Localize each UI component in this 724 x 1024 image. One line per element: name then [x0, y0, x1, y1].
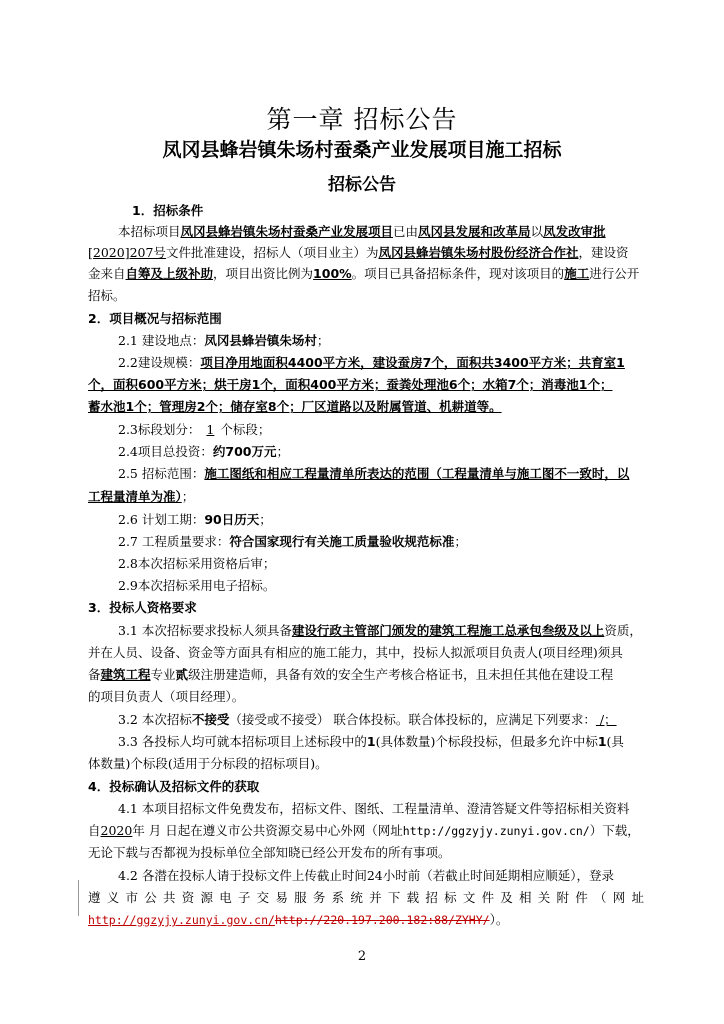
value: 施工图纸和相应工程量清单所表达的范围（工程量清单与施工图不一致时，以	[204, 466, 630, 481]
construction-scale	[118, 353, 640, 371]
qualification-review: 2.8本次招标采用资格后审；	[118, 556, 276, 571]
text: ；	[181, 489, 195, 504]
construction-site	[118, 331, 329, 349]
section-1-line-3	[88, 264, 639, 282]
tender-scope	[118, 464, 629, 482]
value: 符合国家现行有关施工质量验收规范标准	[229, 534, 455, 549]
qualification-3-1	[118, 621, 642, 639]
website-link[interactable]: http://ggzyjy.zunyi.gov.cn/	[88, 913, 275, 927]
text: 专业	[150, 667, 176, 682]
change-bar	[78, 880, 79, 916]
value: 项目净用地面积4400平方米，建设蚕房7个，面积共3400平方米；共育室1	[200, 355, 625, 370]
label: 2.1 建设地点：	[118, 333, 205, 348]
website-link[interactable]: http://ggzyjy.zunyi.gov.cn/	[402, 824, 590, 838]
text: 年 月 日起在遵义市公共资源交易中心外网（网址	[132, 823, 403, 838]
text: 备	[88, 667, 101, 682]
text: 遵 义 市 公 共 资 源 电 子 交 易 服 务 系 统 并 下 载 招 标 文 件 及 相 关 附 件 （ 网 址	[88, 890, 644, 905]
joint-bid-value: 不接受	[191, 712, 230, 727]
download-instruction: 4.2 各潜在投标人请于投标文件上传截止时间24小时前（若截止时间延期相应顺延），登录	[118, 868, 615, 883]
download-links	[88, 910, 508, 928]
text: （接受或不接受） 联合体投标。联合体投标的，应满足下列要求：	[229, 712, 596, 727]
text: ，项目出资比例为	[213, 266, 314, 281]
qualification-3-1-cont: 的项目负责人（项目经理）。	[88, 689, 245, 704]
label: 2.6 计划工期：	[118, 512, 205, 527]
text: 3.2 本次招标	[118, 712, 192, 727]
section-1-line-2	[88, 243, 628, 261]
specialty: 建筑工程	[100, 667, 151, 682]
text: ）。	[489, 912, 509, 927]
text: ，建设资	[578, 245, 629, 260]
doc-release-cont	[88, 821, 640, 839]
doc-release-cont: 无论下载与否都视为投标单位全部知晓已经公开发布的所有事项。	[88, 845, 451, 860]
year: 2020	[100, 823, 133, 838]
total-investment	[118, 442, 289, 460]
approval-number: [2020]207号	[88, 245, 166, 260]
label: 2.4项目总投资：	[118, 444, 213, 459]
tender-scope-cont	[88, 487, 194, 505]
text: 自	[88, 823, 101, 838]
doc-release: 4.1 本项目招标文件免费发布，招标文件、图纸、工程量清单、澄清答疑文件等招标相关资料	[118, 801, 630, 816]
value: 1	[206, 422, 215, 437]
qualification-level: 建设行政主管部门颁发的建筑工程施工总承包叁级及以上	[291, 623, 605, 638]
joint-bid	[118, 710, 617, 728]
label: 2.5 招标范围：	[118, 466, 205, 481]
label: 2.7 工程质量要求：	[118, 534, 230, 549]
text: ；	[259, 512, 272, 527]
text: (具体数量)个标段投标，但最多允许中标	[375, 734, 598, 749]
grade: 贰	[175, 667, 189, 682]
section-1-line-1	[118, 222, 606, 240]
tenderer-name: 凤冈县蜂岩镇朱场村股份经济合作社	[378, 245, 579, 260]
funding-ratio: 100%	[313, 266, 352, 281]
value: 1	[366, 734, 376, 749]
project-title: 凤冈县蜂岩镇朱场村蚕桑产业发展项目施工招标	[162, 139, 562, 161]
text: ）下载，	[589, 823, 640, 838]
text: 文件批准建设，招标人（项目业主）为	[165, 245, 379, 260]
bid-sections	[118, 732, 624, 750]
planned-duration	[118, 510, 272, 528]
text: ；	[316, 333, 330, 348]
text: 3.3 各投标人均可就本招标项目上述标段中的	[118, 734, 367, 749]
section-4-heading: 4．投标确认及招标文件的获取	[88, 779, 260, 794]
qualification-3-1-cont	[88, 665, 613, 683]
funding-source: 自筹及上级补助	[125, 266, 214, 281]
construction-scale-cont: 个，面积600平方米；烘干房1个，面积400平方米；蚕粪处理池6个；水箱7个；消毒池1个；	[88, 377, 613, 392]
joint-bid-requirement: /；	[595, 712, 617, 727]
quality-requirement	[118, 532, 467, 550]
value: 1	[597, 734, 607, 749]
text: ；	[276, 444, 289, 459]
section-3-heading: 3．投标人资格要求	[88, 600, 197, 615]
bid-sections-cont: 体数量)个标段(适用于分标段的招标项目)。	[88, 756, 328, 771]
project-name: 凤冈县蜂岩镇朱场村蚕桑产业发展项目	[180, 224, 394, 239]
section-2-heading: 2．项目概况与招标范围	[88, 311, 222, 326]
value: 90日历天	[204, 512, 260, 527]
text: 进行公开	[589, 266, 640, 281]
value: 工程量清单为准）	[88, 489, 182, 504]
label: 2.2建设规模：	[118, 355, 201, 370]
electronic-tender: 2.9本次招标采用电子招标。	[118, 578, 276, 593]
text: 金来自	[88, 266, 126, 281]
text: 级注册建造师，具备有效的安全生产考核合格证书，且未担任其他在建设工程	[188, 667, 614, 682]
label: 2.3标段划分：	[118, 422, 201, 437]
qualification-3-1-cont: 并在人员、设备、资金等方面具有相应的施工能力，其中，投标人拟派项目负责人(项目经理)须具	[88, 645, 623, 660]
text: 3.1 本次招标要求投标人须具备	[118, 623, 292, 638]
approval-authority: 凤冈县发展和改革局	[418, 224, 531, 239]
section-1-line-4: 招标。	[88, 288, 126, 303]
text: (具	[606, 734, 624, 749]
construction-scale-cont: 蓄水池1个；管理房2个；储存室8个；厂区道路以及附属管道、机耕道等。	[88, 399, 502, 414]
text: 个标段；	[220, 422, 271, 437]
approval-doc: 凤发改审批	[543, 224, 606, 239]
text: 以	[530, 224, 544, 239]
notice-title: 招标公告	[328, 175, 396, 195]
tender-object: 施工	[564, 266, 590, 281]
value: 凤冈县蜂岩镇朱场村	[204, 333, 317, 348]
section-division	[118, 420, 270, 438]
text: ；	[454, 534, 467, 549]
value: 约700万元	[212, 444, 277, 459]
text: 本招标项目	[118, 224, 181, 239]
page-number: 2	[357, 949, 367, 964]
text: 。项目已具备招标条件，现对该项目的	[351, 266, 565, 281]
download-instruction-cont	[88, 888, 644, 906]
chapter-title: 第一章 招标公告	[266, 105, 458, 134]
old-website-link[interactable]: http://220.197.200.182:88/ZYHY/	[274, 913, 490, 927]
text: 已由	[393, 224, 419, 239]
section-1-heading: 1．招标条件	[132, 203, 204, 218]
text: 资质，	[604, 623, 642, 638]
